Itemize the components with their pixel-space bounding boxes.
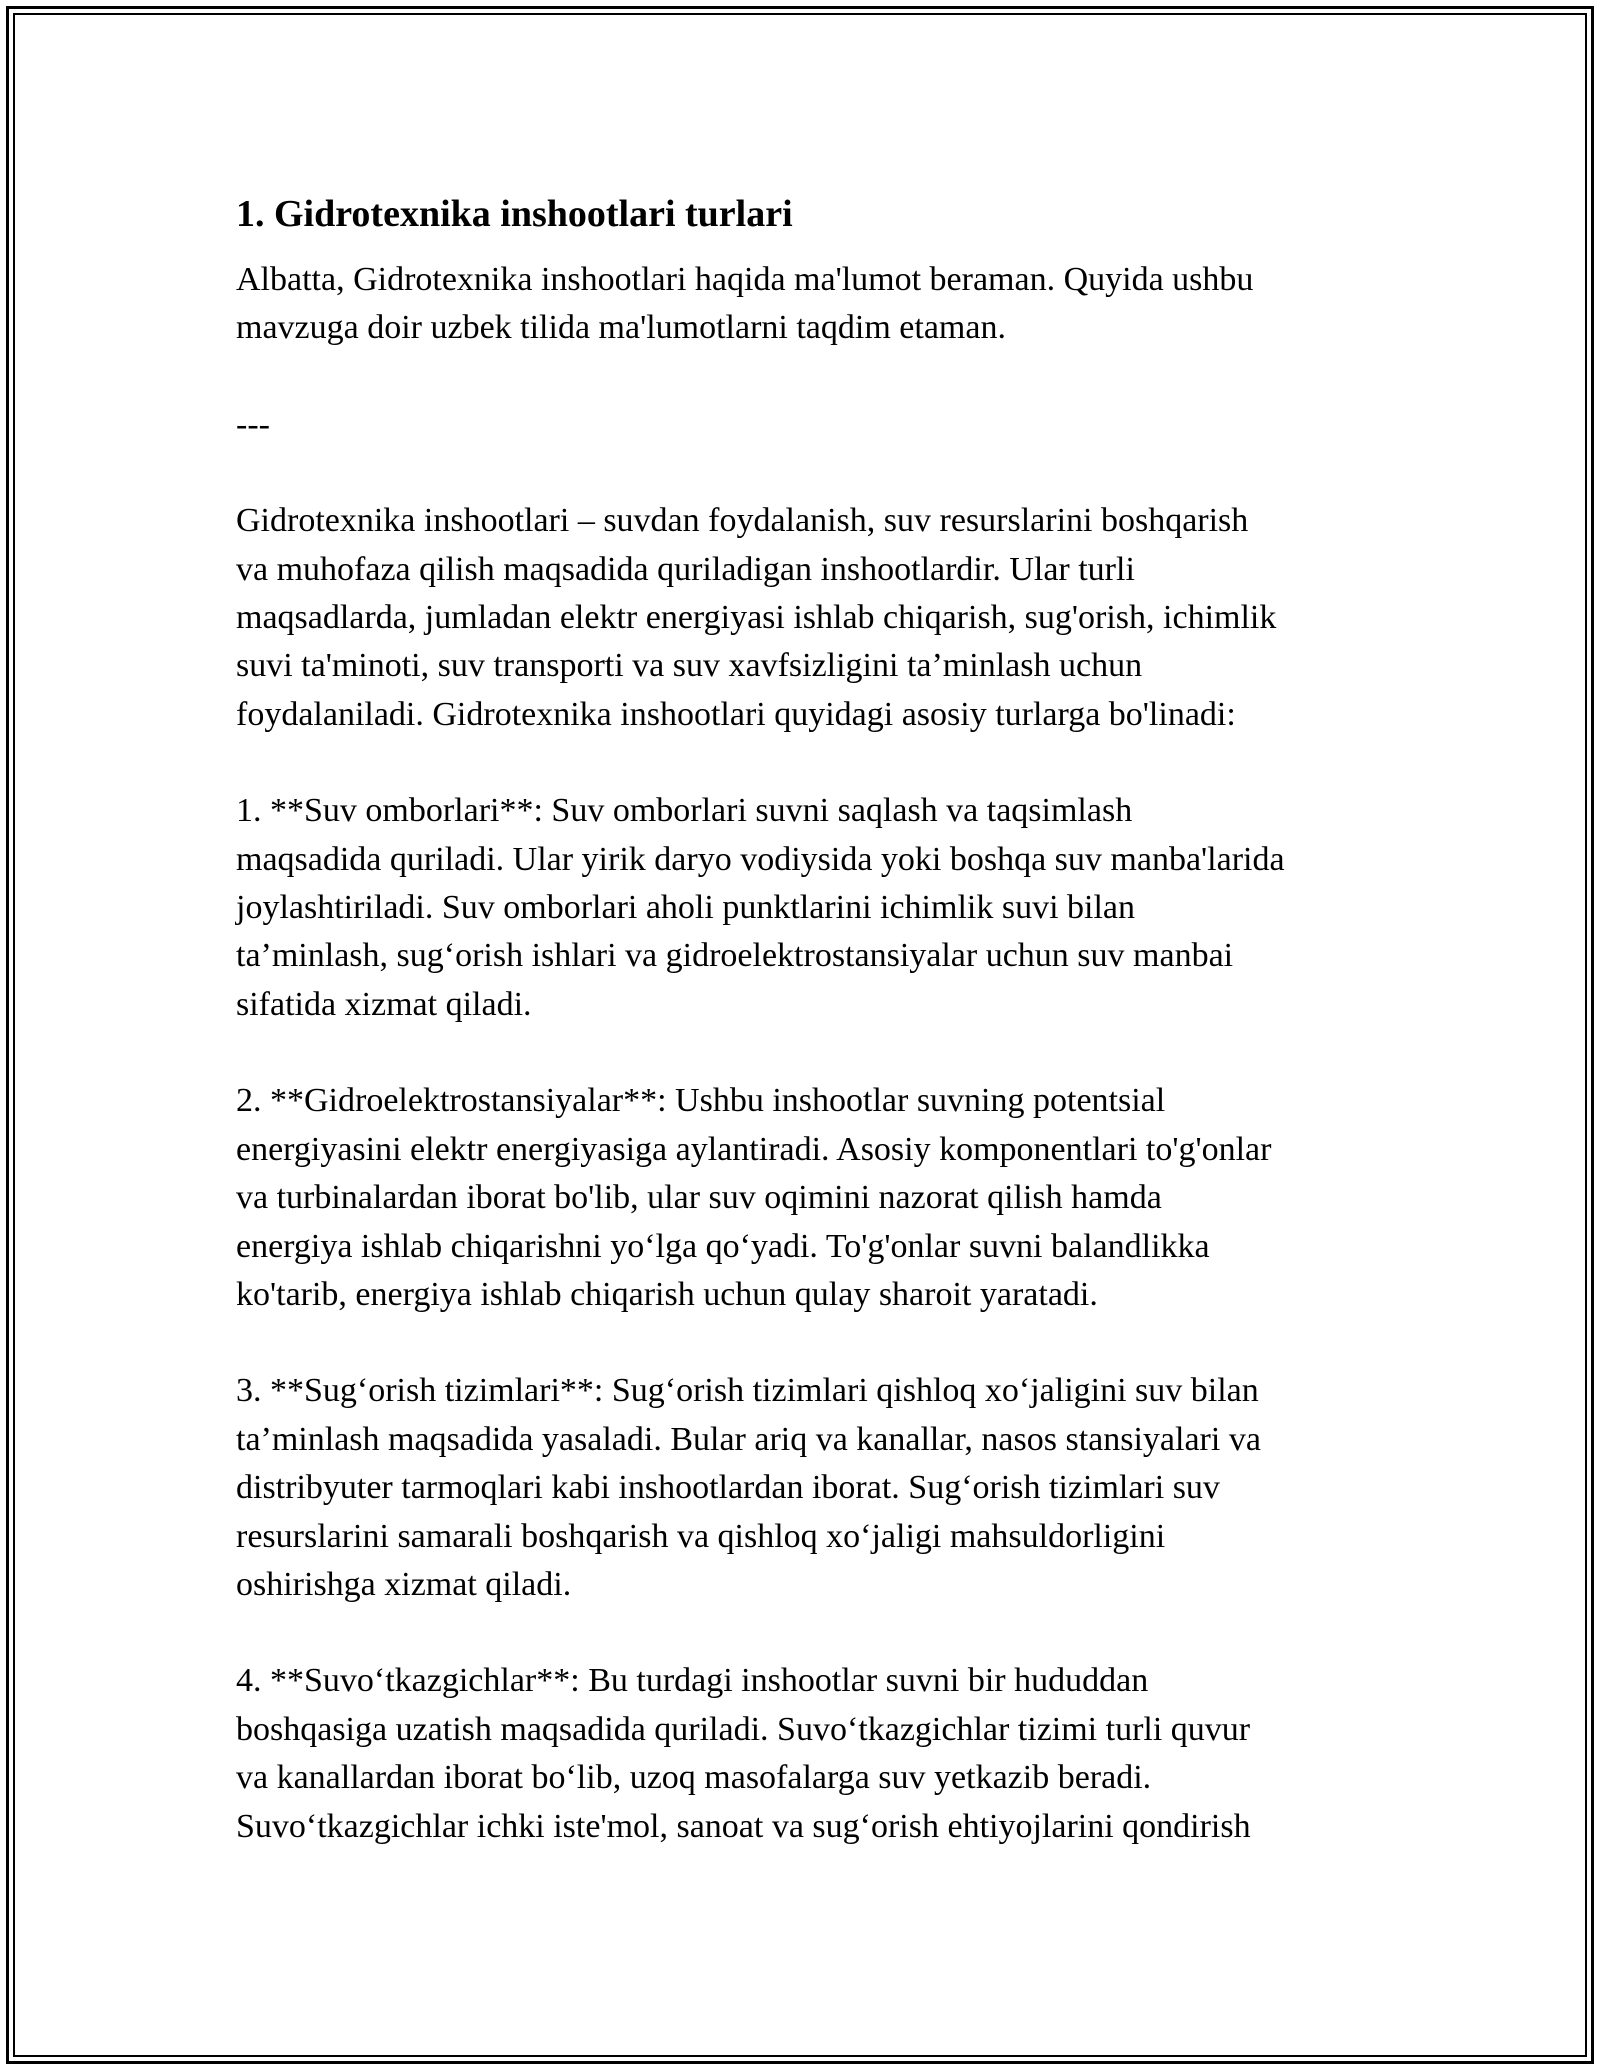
list-item-gidroelektrostansiyalar: 2. **Gidroelektrostansiyalar**: Ushbu inshootlar suvning potentsial energiyasini elektr energiyasiga aylantiradi. Asosiy komponentlari to'g'onlar va turbinalardan iborat bo'lib, ular suv oqimini nazorat qilish hamda energiya ishlab chiqarishni yo‘lga qo‘yadi. To'g'onlar suvni balandlikka ko'tarib, energiya ishlab chiqarish uchun qulay sharoit yaratadi. <box>236 1082 1272 1313</box>
spacer <box>236 449 1386 497</box>
intro-paragraph: Albatta, Gidrotexnika inshootlari haqida ma'lumot beraman. Quyida ushbu mavzuga doir uzbek tilida ma'lumotlarni taqdim etaman. <box>236 261 1254 347</box>
list-item-suv-omborlari: 1. **Suv omborlari**: Suv omborlari suvni saqlash va taqsimlash maqsadida quriladi. Ular yirik daryo vodiysida yoki boshqa suv manba'larida joylashtiriladi. Suv omborlari aholi punktlarini ichimlik suvi bilan ta’minlash, sug‘orish ishlari va gidroelektrostansiyalar uchun suv manbai sifatida xizmat qiladi. <box>236 792 1285 1023</box>
spacer <box>236 1029 1386 1077</box>
spacer <box>236 739 1386 787</box>
list-item-suvotkazgichlar: 4. **Suvo‘tkazgichlar**: Bu turdagi inshootlar suvni bir hududdan boshqasiga uzatish maqsadida quriladi. Suvo‘tkazgichlar tizimi turli quvur va kanallardan iborat bo‘lib, uzoq masofalarga suv yetkazib beradi. Suvo‘tkazgichlar ichki iste'mol, sanoat va sug‘orish ehtiyojlarini qondirish <box>236 1662 1251 1845</box>
separator-line: --- <box>236 405 270 443</box>
overview-paragraph: Gidrotexnika inshootlari – suvdan foydalanish, suv resurslarini boshqarish va muhofaza qilish maqsadida quriladigan inshootlardir. Ular turli maqsadlarda, jumladan elektr energiyasi ishlab chiqarish, sug'orish, ichimlik suvi ta'minoti, suv transporti va suv xavfsizligini ta’minlash uchun foydalaniladi. Gidrotexnika inshootlari quyidagi asosiy turlarga bo'linadi: <box>236 502 1277 733</box>
section-heading: 1. Gidrotexnika inshootlari turlari <box>236 193 793 235</box>
document-body <box>236 186 1386 1851</box>
spacer <box>236 242 1386 256</box>
spacer <box>236 1319 1386 1367</box>
spacer <box>236 1609 1386 1657</box>
list-item-sugorish-tizimlari: 3. **Sug‘orish tizimlari**: Sug‘orish tizimlari qishloq xo‘jaligini suv bilan ta’minlash maqsadida yasaladi. Bular ariq va kanallar, nasos stansiyalari va distribyuter tarmoqlari kabi inshootlardan iborat. Sug‘orish tizimlari suv resurslarini samarali boshqarish va qishloq xo‘jaligi mahsuldorligini oshirishga xizmat qiladi. <box>236 1372 1261 1603</box>
spacer <box>236 353 1386 401</box>
